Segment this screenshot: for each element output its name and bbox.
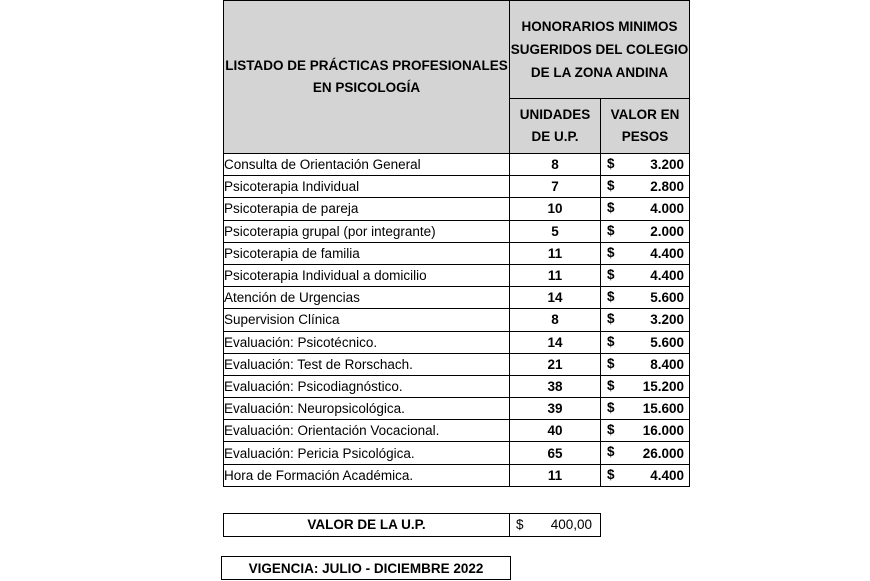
practice-name: Hora de Formación Académica.: [224, 464, 510, 486]
amount: 16.000: [642, 423, 684, 439]
currency-symbol: $: [607, 400, 615, 416]
practice-units: 11: [510, 242, 601, 264]
practice-value: [601, 287, 690, 309]
practice-units: 7: [510, 176, 601, 198]
table-row: [224, 176, 690, 198]
currency-symbol: $: [607, 311, 615, 327]
practice-value: [601, 375, 690, 397]
amount: 5.600: [650, 290, 684, 306]
practice-value: [601, 353, 690, 375]
practice-units: 21: [510, 353, 601, 375]
amount: 2.800: [650, 179, 684, 195]
practice-value: [601, 154, 690, 176]
practice-units: 5: [510, 220, 601, 242]
practice-value: [601, 442, 690, 464]
practice-name: Consulta de Orientación General: [224, 154, 510, 176]
practice-name: Evaluación: Neuropsicológica.: [224, 398, 510, 420]
vigencia-box: VIGENCIA: JULIO - DICIEMBRE 2022: [221, 556, 511, 580]
practice-value: [601, 398, 690, 420]
pesos-column-label: VALOR EN PESOS: [610, 106, 680, 144]
currency-symbol: $: [607, 244, 615, 260]
amount: 26.000: [642, 445, 684, 461]
practice-name: Psicoterapia Individual a domicilio: [224, 264, 510, 286]
up-value-cell: [510, 514, 600, 536]
currency-symbol: $: [607, 377, 615, 393]
amount: 3.200: [650, 157, 684, 173]
table-row: [224, 154, 690, 176]
practice-units: 11: [510, 264, 601, 286]
practice-units: 40: [510, 420, 601, 442]
amount: 4.400: [650, 268, 684, 284]
table-row: [224, 375, 690, 397]
units-column-header: [510, 98, 601, 153]
currency-symbol: $: [607, 266, 615, 282]
currency-symbol: $: [607, 444, 615, 460]
practice-name: Psicoterapia de pareja: [224, 198, 510, 220]
table-row: [224, 442, 690, 464]
table-body: [224, 154, 690, 487]
fees-table: [223, 0, 690, 487]
practice-units: 38: [510, 375, 601, 397]
practice-value: [601, 309, 690, 331]
amount: 4.000: [650, 201, 684, 217]
up-value-currency: $: [516, 517, 524, 532]
practice-units: 14: [510, 287, 601, 309]
practice-units: 14: [510, 331, 601, 353]
practice-name: Psicoterapia grupal (por integrante): [224, 220, 510, 242]
practice-value: [601, 464, 690, 486]
practice-name: Psicoterapia Individual: [224, 176, 510, 198]
amount: 3.200: [650, 312, 684, 328]
practice-name: Evaluación: Orientación Vocacional.: [224, 420, 510, 442]
currency-symbol: $: [607, 355, 615, 371]
table-row: [224, 287, 690, 309]
practice-units: 10: [510, 198, 601, 220]
practice-units: 39: [510, 398, 601, 420]
currency-symbol: $: [607, 422, 615, 438]
practice-value: [601, 331, 690, 353]
table-row: [224, 398, 690, 420]
currency-symbol: $: [607, 200, 615, 216]
practice-name: Atención de Urgencias: [224, 287, 510, 309]
currency-symbol: $: [607, 466, 615, 482]
pesos-column-header: [601, 98, 690, 153]
amount: 4.400: [650, 467, 684, 483]
amount: 2.000: [650, 223, 684, 239]
up-value-label: VALOR DE LA U.P.: [224, 514, 510, 536]
fees-header: [510, 1, 690, 99]
amount: 15.600: [642, 401, 684, 417]
table-row: [224, 242, 690, 264]
practice-value: [601, 420, 690, 442]
practice-name: Psicoterapia de familia: [224, 242, 510, 264]
practice-name: Supervision Clínica: [224, 309, 510, 331]
practice-value: [601, 242, 690, 264]
practice-units: 65: [510, 442, 601, 464]
amount: 15.200: [642, 378, 684, 394]
practice-units: 8: [510, 154, 601, 176]
practice-value: [601, 264, 690, 286]
practice-name: Evaluación: Pericia Psicológica.: [224, 442, 510, 464]
currency-symbol: $: [607, 222, 615, 238]
table-row: [224, 198, 690, 220]
practice-value: [601, 198, 690, 220]
practice-units: 8: [510, 309, 601, 331]
practice-name: Evaluación: Psicotécnico.: [224, 331, 510, 353]
table-row: [224, 353, 690, 375]
table-row: [224, 220, 690, 242]
up-value-amount: 400,00: [550, 517, 592, 532]
amount: 5.600: [650, 334, 684, 350]
amount: 8.400: [650, 356, 684, 372]
currency-symbol: $: [607, 156, 615, 171]
table-row: [224, 464, 690, 486]
currency-symbol: $: [607, 178, 615, 194]
table-row: [224, 331, 690, 353]
amount: 4.400: [650, 245, 684, 261]
currency-symbol: $: [607, 333, 615, 349]
practice-value: [601, 176, 690, 198]
table-row: [224, 309, 690, 331]
up-value-box: [223, 513, 601, 537]
practice-name: Evaluación: Test de Rorschach.: [224, 353, 510, 375]
units-column-label: UNIDADES DE U.P.: [519, 106, 591, 144]
fees-header-label: HONORARIOS MINIMOS SUGERIDOS DEL COLEGIO DE LA ZONA ANDINA: [510, 18, 689, 80]
table-row: [224, 264, 690, 286]
practice-name: Evaluación: Psicodiagnóstico.: [224, 375, 510, 397]
practices-header: [224, 1, 510, 154]
practices-header-label: LISTADO DE PRÁCTICAS PROFESIONALES EN PSICOLOGÍA: [225, 58, 508, 95]
practice-value: [601, 220, 690, 242]
currency-symbol: $: [607, 289, 615, 305]
practice-units: 11: [510, 464, 601, 486]
table-row: [224, 420, 690, 442]
